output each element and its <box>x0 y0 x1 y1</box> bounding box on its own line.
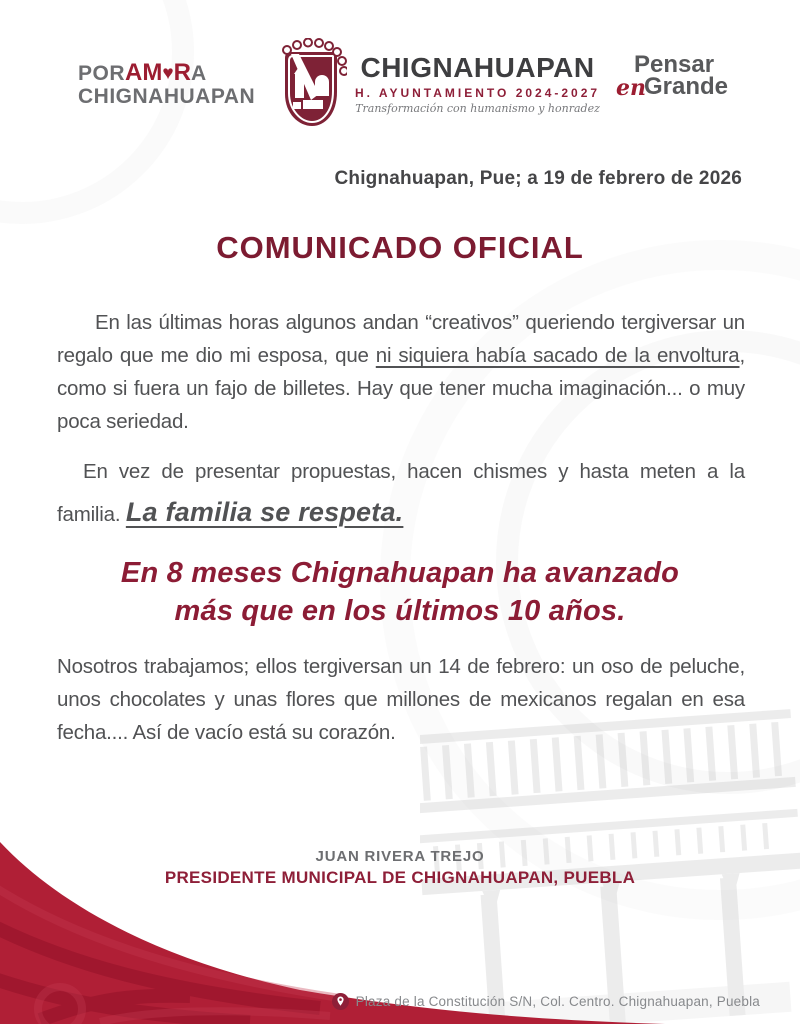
p1-text: En las últimas horas algunos andan “creativos” queriendo tergiversar un regalo que me dio mi esposa, que <box>57 311 745 367</box>
highlight-statement <box>40 554 760 630</box>
ayuntamiento-tagline: Transformación con humanismo y honradez <box>355 102 600 115</box>
statement-line2: más que en los últimos 10 años. <box>174 595 626 627</box>
amor-text-post: R <box>173 59 191 87</box>
grande-text: Grande <box>643 73 729 100</box>
por-amor-logo <box>78 61 255 107</box>
a-text: A <box>190 62 207 86</box>
p1-text-end: , como si fuera un fajo de billetes. Hay que tener mucha imaginación... o muy poca seriedad. <box>57 344 745 433</box>
signer-name: JUAN RIVERA TREJO <box>315 848 485 865</box>
ayuntamiento-title: CHIGNAHUAPAN <box>360 52 595 83</box>
por-text: POR <box>78 62 126 86</box>
ayuntamiento-logo <box>275 38 600 130</box>
statement-line1: En 8 meses Chignahuapan ha avanzado <box>120 557 680 589</box>
en-text: en <box>615 75 646 101</box>
amor-text-pre: AM <box>125 59 163 87</box>
ayuntamiento-subtitle: H. AYUNTAMIENTO 2024-2027 <box>355 86 601 100</box>
footer <box>332 993 760 1010</box>
p2-text: En vez de presentar propuestas, hacen chismes y hasta meten a la familia. <box>57 460 745 526</box>
heart-icon: ♥ <box>162 63 174 85</box>
por-amor-line2: CHIGNAHUAPAN <box>78 84 256 108</box>
header <box>78 38 738 130</box>
page-title: COMUNICADO OFICIAL <box>216 230 584 265</box>
pensar-en-grande-logo <box>615 51 738 115</box>
paragraph-3: Nosotros trabajamos; ellos tergiversan un 14 de febrero: un oso de peluche, unos chocolates y unas flores que millones de mexicanos regalan en esa fecha.... Así de vacío está su corazón. <box>57 655 745 744</box>
paragraph-2 <box>57 452 745 535</box>
pensar-text: Pensar <box>633 51 715 78</box>
municipal-crest-icon <box>275 38 347 130</box>
p1-underlined-text: ni siquiera había sacado de la envoltura <box>375 344 740 367</box>
p2-emphasis-text: La familia se respeta. <box>125 497 404 527</box>
signer-title: PRESIDENTE MUNICIPAL DE CHIGNAHUAPAN, PUEBLA <box>164 868 636 887</box>
footer-address: Plaza de la Constitución S/N, Col. Centro. Chignahuapan, Puebla <box>355 994 760 1009</box>
dateline: Chignahuapan, Pue; a 19 de febrero de 2026 <box>334 168 742 189</box>
location-pin-icon <box>332 993 349 1010</box>
paragraph-1 <box>57 306 745 438</box>
